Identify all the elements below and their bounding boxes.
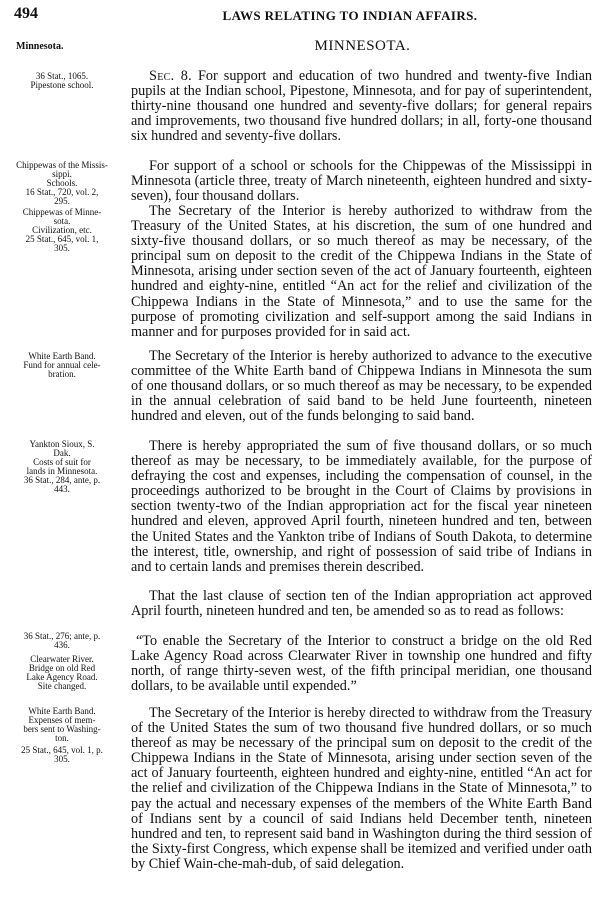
margin-note-line: 25 Stat., 645, vol. 1,: [25, 234, 99, 244]
margin-note-line: Pipestone school.: [30, 80, 94, 90]
margin-note-chippewas-minnesota: [3, 208, 121, 253]
section-label: Sec. 8.: [149, 68, 192, 84]
margin-note-line: sota.: [53, 216, 71, 226]
margin-note-line: White Earth Band.: [28, 351, 96, 361]
margin-note-line: ton.: [55, 733, 69, 743]
margin-note-line: Site changed.: [37, 681, 87, 691]
margin-note-line: 36 Stat., 1065.: [35, 71, 89, 81]
margin-note-line: 36 Stat., 276; ante, p.: [23, 631, 101, 641]
margin-note-line: Yankton Sioux, S.: [29, 439, 95, 449]
margin-note-pipestone: [3, 72, 121, 90]
margin-note-clearwater-river: [3, 655, 121, 691]
margin-note-line: 295.: [54, 196, 70, 206]
margin-note-yankton-sioux: [3, 440, 121, 494]
margin-note-chippewas-mississippi: [3, 161, 121, 206]
margin-note-line: Dak.: [53, 448, 71, 458]
margin-note-line: 436.: [54, 640, 70, 650]
margin-note-line: Clearwater River.: [30, 654, 94, 664]
state-title: MINNESOTA.: [314, 38, 411, 54]
margin-note-line: Chippewas of the Missis-: [16, 160, 108, 170]
margin-note-line: Lake Agency Road.: [26, 672, 98, 682]
margin-note-stat-276: [3, 632, 121, 650]
margin-note-line: White Earth Band.: [28, 706, 96, 716]
side-section-label: Minnesota.: [16, 41, 64, 52]
margin-note-line: 443.: [54, 484, 70, 494]
margin-note-line: sippi.: [52, 169, 72, 179]
paragraph-white-earth-celebration: The Secretary of the Interior is hereby authorized to advance to the executive committee of the White Earth band of Chippewa Indians in Minnesota the sum of one thousand dollars, or so much thereof as may be necessary, to be expended in the annual celebration of said band to be held June fourteenth, nineteen hundred and eleven, out of the funds belonging to said band.: [131, 348, 592, 425]
margin-note-line: 36 Stat., 284, ante, p.: [23, 475, 101, 485]
margin-note-line: 25 Stat., 645, vol. 1, p.: [21, 745, 103, 755]
paragraph-chippewa-schools: For support of a school or schools for the Chippewas of the Mississippi in Minnesota (article three, treaty of March nineteenth, eighteen hundred and sixty-seven), four thousand dollars.: [131, 158, 592, 205]
margin-note-line: Bridge on old Red: [28, 663, 96, 673]
margin-note-line: 16 Stat., 720, vol. 2,: [25, 187, 99, 197]
paragraph-text: For support and education of two hundred and twenty-five Indian pupils at the Indian school, Pipestone, Minnesota, and for pay of superintendent, thirty-nine thousand one hundred and seventy-five dollars; for general repairs and improvements, two thousand five hundred dollars; in all, forty-one thousand six hundred and seventy-five dollars.: [131, 68, 592, 145]
margin-note-line: Chippewas of Minne-: [22, 207, 102, 217]
margin-note-line: 305.: [54, 754, 70, 764]
paragraph-chippewa-civilization: The Secretary of the Interior is hereby authorized to withdraw from the Treasury of the United States, at his discretion, the sum of one hundred and sixty-five thousand dollars, or so much thereof as may be necessary, of the principal sum on deposit to the credit of the Chippewa Indians in the State of Minnesota, arising under section seven of the act of January fourteenth, eighteen hundred and eighty-nine, entitled “An act for the relief and civilization of the Chippewa Indians in the State of Minnesota,” and to use the same for the purpose of promoting civilization and self-support among the said Indians in manner and for purposes provided for in said act.: [131, 203, 592, 340]
paragraph-delegation-expenses: The Secretary of the Interior is hereby directed to withdraw from the Treasury of the United States the sum of two thousand five hundred dollars, or so much thereof as may be necessary of the principal sum on deposit to the credit of the Chippewa Indians in the State of Minnesota, arising under section seven of the act of January fourteenth, eighteen hundred and eighty-nine, entitled “An act for the relief and civilization of the Chippewa Indians in the State of Minnesota,” to pay the actual and necessary expenses of the members of the White Earth Band of Indians sent by a council of said Indians held December tenth, nineteen hundred and ten, to represent said band in Washington during the third session of the Sixty-first Congress, which expense shall be itemized and verified under oath by Chief Wain-che-mah-dub, of said delegation.: [131, 705, 592, 872]
margin-note-line: lands in Minnesota.: [26, 466, 98, 476]
margin-note-line: Expenses of mem-: [28, 715, 96, 725]
margin-note-stat-645: [3, 746, 121, 764]
paragraph-yankton-claims: There is hereby appropriated the sum of five thousand dollars, or so much thereof as may be necessary, to be immediately available, for the purpose of defraying the cost and expenses, including the compensation of counsel, in the proceedings authorized to be brought in the Court of Claims by provisions in section twenty-two of the Indian appropriation act for the fiscal year nineteen hundred and eleven, approved April fourth, nineteen hundred and ten, between the United States and the Yankton tribe of Indians of South Dakota, to determine the interest, title, ownership, and right of possession of said tribe of Indians in and to certain lands and premises therein described.: [131, 438, 592, 575]
margin-note-line: bration.: [48, 369, 76, 379]
paragraph-clearwater-bridge: “To enable the Secretary of the Interior to construct a bridge on the old Red Lake Agency Road across Clearwater River in township one hundred and fifty north, of range thirty-seven west, of the fifth principal meridian, one thousand dollars, to be available until expended.”: [131, 633, 592, 695]
margin-note-line: Costs of suit for: [33, 457, 91, 467]
paragraph-amendment-intro: That the last clause of section ten of the Indian appropriation act approved April fourth, nineteen hundred and ten, be amended so as to read as follows:: [131, 588, 592, 620]
margin-note-white-earth-celebration: [3, 352, 121, 379]
paragraph-pipestone-school: [131, 69, 592, 144]
margin-note-line: Civilization, etc.: [32, 225, 92, 235]
margin-note-line: Fund for annual cele-: [23, 360, 101, 370]
margin-note-white-earth-expenses: [3, 707, 121, 743]
page-number: 494: [14, 5, 38, 22]
margin-note-line: Schools.: [46, 178, 78, 188]
running-head: LAWS RELATING TO INDIAN AFFAIRS.: [222, 8, 478, 23]
margin-note-line: bers sent to Washing-: [23, 724, 101, 734]
margin-note-line: 305.: [54, 243, 70, 253]
